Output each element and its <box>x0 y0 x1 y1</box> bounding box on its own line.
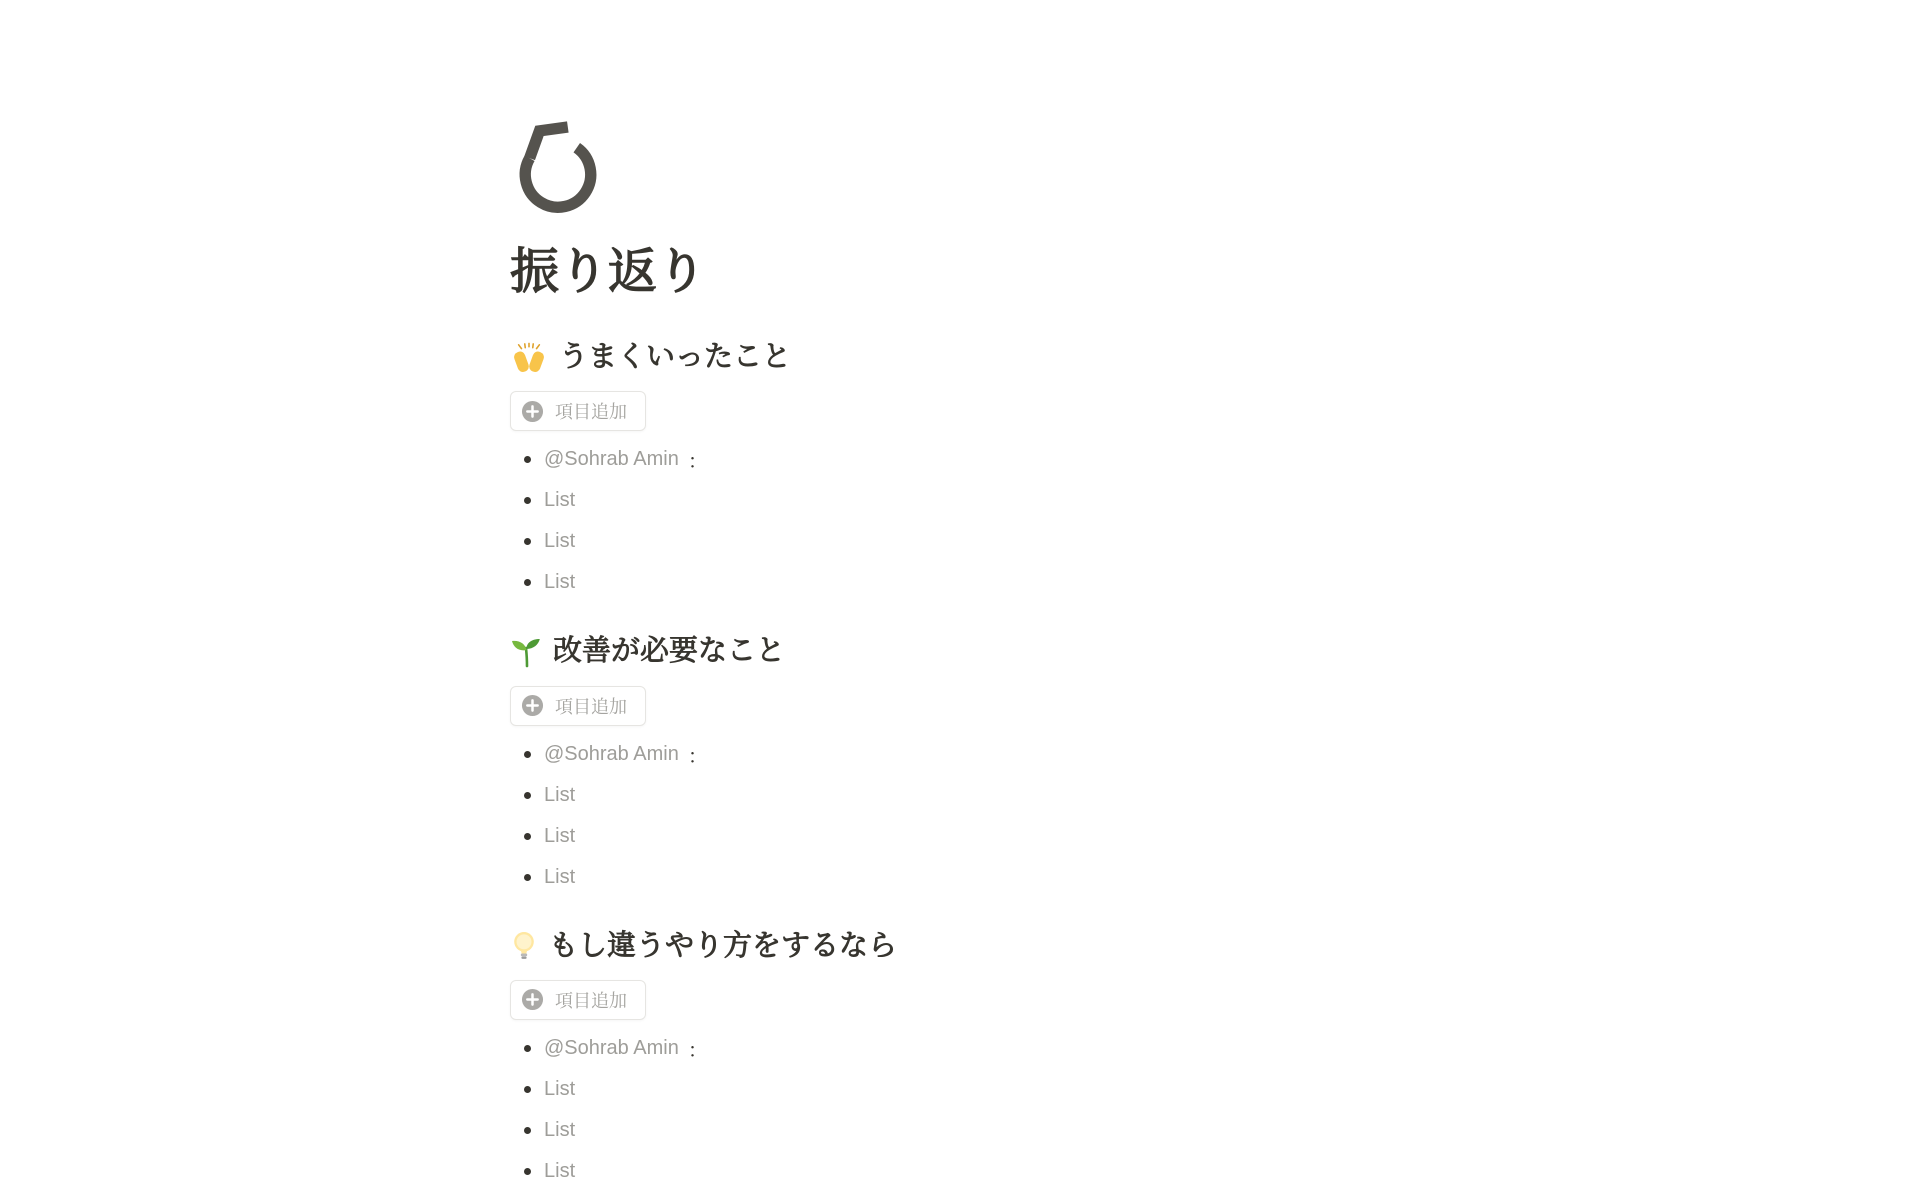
user-mention[interactable]: @Sohrab Amin <box>544 448 679 471</box>
bullet-icon <box>524 1045 531 1052</box>
list-item[interactable] <box>510 816 1410 857</box>
list-item[interactable] <box>510 1110 1410 1151</box>
list-item[interactable] <box>510 521 1410 562</box>
add-item-label: 項目追加 <box>555 402 627 423</box>
list-item-text: List <box>544 1077 576 1100</box>
bullet-icon <box>524 1086 531 1093</box>
bullet-list <box>510 439 1410 603</box>
plus-circle-icon <box>521 400 544 423</box>
bullet-icon <box>524 456 531 463</box>
section-heading[interactable] <box>510 338 1410 377</box>
list-item[interactable] <box>510 1028 1410 1069</box>
page-title[interactable]: 振り返り <box>510 245 707 299</box>
user-mention[interactable]: @Sohrab Amin <box>544 1036 679 1059</box>
section-title: うまくいったこと <box>559 341 792 374</box>
bullet-icon <box>524 1168 531 1175</box>
anticlockwise-arrow-icon <box>510 120 606 216</box>
add-item-button[interactable] <box>510 391 646 431</box>
notion-page <box>510 0 1410 1192</box>
section-needs-improvement <box>510 632 1410 897</box>
section-title: 改善が必要なこと <box>553 635 786 668</box>
list-item[interactable] <box>510 1151 1410 1192</box>
bullet-icon <box>524 751 531 758</box>
bullet-list <box>510 734 1410 898</box>
bullet-icon <box>524 538 531 545</box>
section-went-well <box>510 338 1410 603</box>
list-item[interactable] <box>510 562 1410 603</box>
bullet-icon <box>524 874 531 881</box>
list-item[interactable] <box>510 734 1410 775</box>
list-item-text: List <box>544 1118 576 1141</box>
user-mention[interactable]: @Sohrab Amin <box>544 742 679 765</box>
seedling-icon <box>510 636 542 668</box>
add-item-label: 項目追加 <box>555 990 627 1011</box>
list-item-text: List <box>544 783 576 806</box>
list-item[interactable] <box>510 857 1410 898</box>
mention-suffix: ： <box>687 1039 708 1062</box>
plus-circle-icon <box>521 988 544 1011</box>
list-item-text: List <box>544 865 576 888</box>
list-item[interactable] <box>510 480 1410 521</box>
list-item-text: List <box>544 571 576 594</box>
section-do-differently <box>510 927 1410 1192</box>
section-title: もし違うやり方をするなら <box>549 929 898 962</box>
list-item-text: List <box>544 1159 576 1182</box>
bullet-icon <box>524 579 531 586</box>
add-item-label: 項目追加 <box>555 696 627 717</box>
bullet-icon <box>524 833 531 840</box>
bullet-list <box>510 1028 1410 1192</box>
mention-suffix: ： <box>687 745 708 768</box>
list-item-text: List <box>544 824 576 847</box>
mention-suffix: ： <box>687 451 708 474</box>
add-item-button[interactable] <box>510 686 646 726</box>
list-item[interactable] <box>510 1069 1410 1110</box>
light-bulb-icon <box>510 930 538 962</box>
list-item-text: List <box>544 530 576 553</box>
list-item[interactable] <box>510 439 1410 480</box>
list-item-text: List <box>544 489 576 512</box>
raising-hands-icon <box>510 342 548 374</box>
page-icon[interactable] <box>510 120 606 216</box>
list-item[interactable] <box>510 775 1410 816</box>
add-item-button[interactable] <box>510 980 646 1020</box>
section-heading[interactable] <box>510 927 1410 966</box>
bullet-icon <box>524 497 531 504</box>
bullet-icon <box>524 792 531 799</box>
bullet-icon <box>524 1127 531 1134</box>
section-heading[interactable] <box>510 632 1410 671</box>
plus-circle-icon <box>521 694 544 717</box>
